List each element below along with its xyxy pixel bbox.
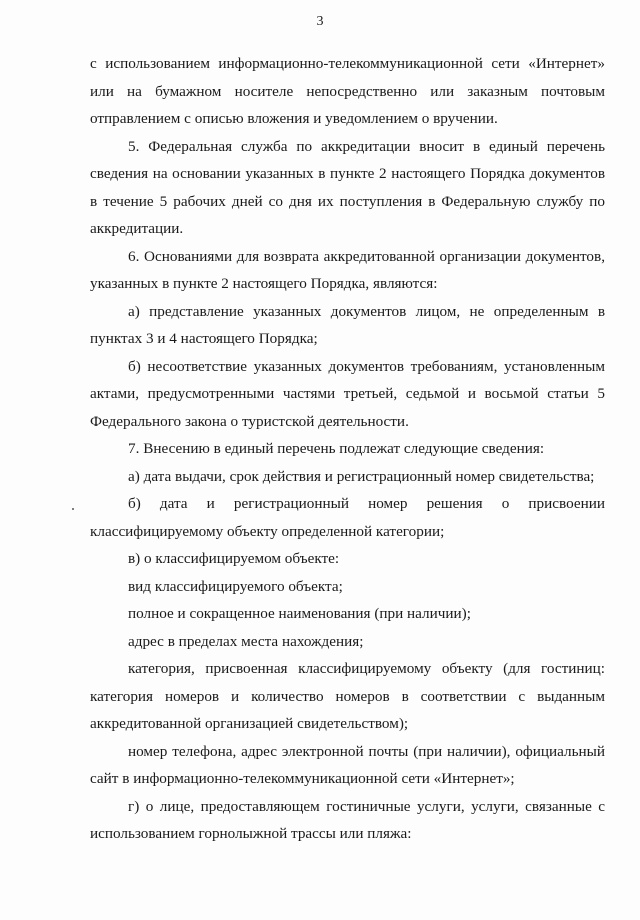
paragraph-item-7g: г) о лице, предоставляющем гостиничные услуги, услуги, связанные с использованием горнолыжной трассы или пляжа: [90, 797, 605, 842]
paragraph-item-6: 6. Основаниями для возврата аккредитованной организации документов, указанных в пункте 2 настоящего Порядка, являются: [90, 247, 605, 292]
paragraph-item-6a: а) представление указанных документов лицом, не определенным в пунктах 3 и 4 настоящего Порядка; [90, 302, 605, 347]
paragraph-item-7v: в) о классифицируемом объекте: [128, 550, 340, 567]
paragraph-item-6b: б) несоответствие указанных документов требованиям, установленным актами, предусмотренными частями третьей, седьмой и восьмой статьи 5 Федерального закона о туристской деятельности. [90, 357, 605, 430]
paragraph-object-contacts: номер телефона, адрес электронной почты (при наличии), официальный сайт в информационно-телекоммуникационной сети «Интернет»; [90, 742, 605, 787]
document-body [90, 50, 605, 848]
paragraph-continuation: с использованием информационно-телекоммуникационной сети «Интернет» или на бумажном носителе непосредственно или заказным почтовым отправлением с описью вложения и уведомлением о вручении. [90, 55, 605, 127]
paragraph-item-7b: б) дата и регистрационный номер решения о присвоении классифицируемому объекту определенной категории; [90, 495, 605, 540]
scan-artifact [72, 508, 74, 510]
paragraph-object-names: полное и сокращенное наименования (при наличии); [128, 605, 471, 622]
paragraph-object-address: адрес в пределах места нахождения; [128, 632, 364, 650]
paragraph-item-7a: а) дата выдачи, срок действия и регистрационный номер свидетельства; [128, 467, 595, 485]
paragraph-item-7: 7. Внесению в единый перечень подлежат следующие сведения: [128, 440, 545, 457]
paragraph-item-5: 5. Федеральная служба по аккредитации вносит в единый перечень сведения на основании указанных в пункте 2 настоящего Порядка документов в течение 5 рабочих дней со дня их поступления в Федеральную службу по аккредитации. [90, 137, 605, 237]
page-number: 3 [316, 14, 324, 29]
paragraph-object-category: категория, присвоенная классифицируемому объекту (для гостиниц: категория номеров и количество номеров в соответствии с выданным аккредитованной организацией свидетельством); [90, 660, 605, 732]
paragraph-object-type: вид классифицируемого объекта; [128, 577, 343, 595]
